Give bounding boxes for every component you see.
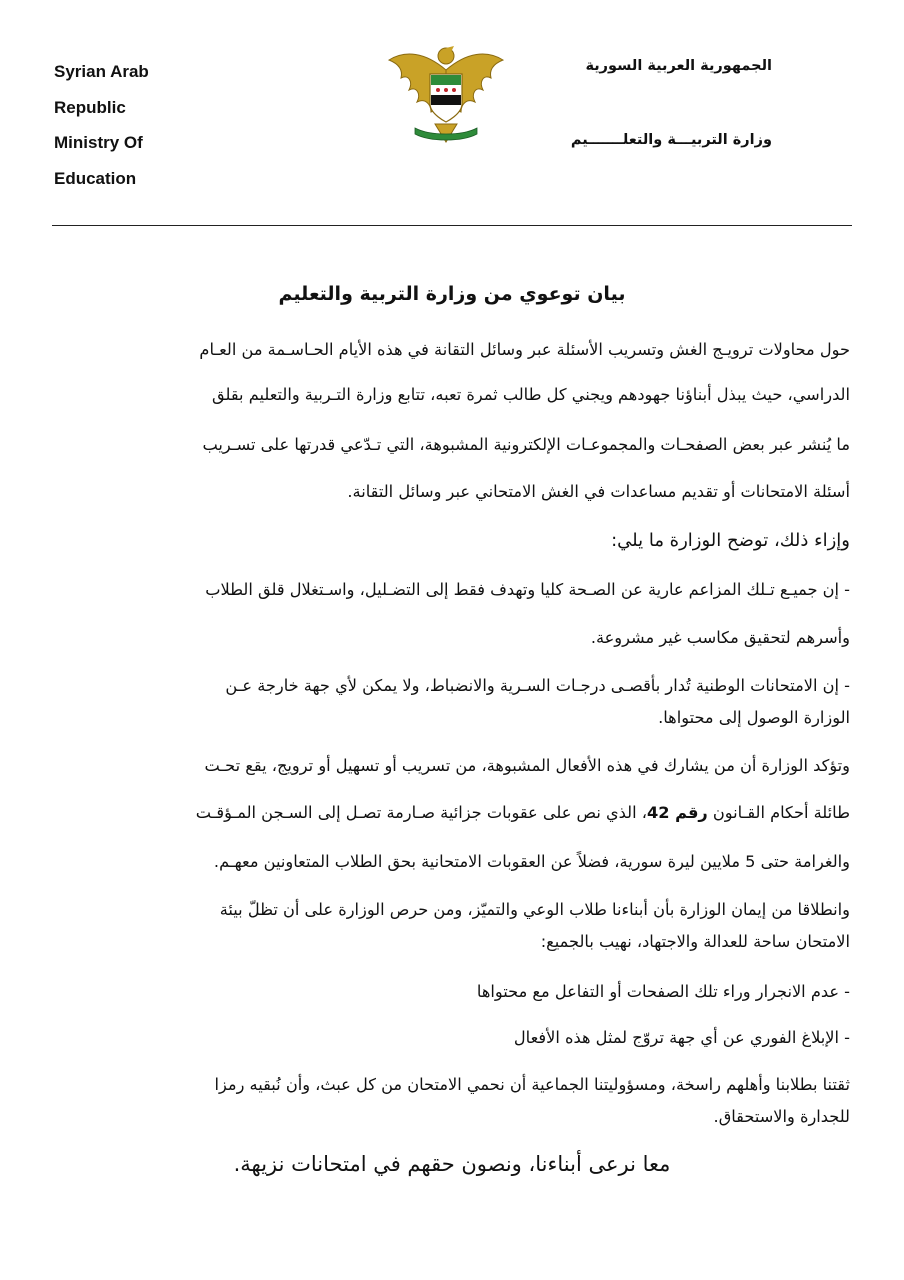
point-1-line: وأسرهم لتحقيق مكاسب غير مشروعة. xyxy=(590,628,850,647)
trust-line: للجدارة والاستحقاق. xyxy=(713,1107,850,1126)
header-en-line: Republic xyxy=(54,97,126,117)
intro-line: حول محاولات ترويـج الغش وتسريب الأسئلة عبر وسائل التقانة في هذه الأيام الحـاسـمة من العـام xyxy=(199,340,850,359)
faith-line: وانطلاقا من إيمان الوزارة بأن أبناءنا طلاب الوعي والتميّز، ومن حرص الوزارة على أن تظلّ بيئة xyxy=(219,900,850,919)
law-line: وتؤكد الوزارة أن من يشارك في هذه الأفعال المشبوهة، من تسريب أو تسهيل أو ترويج، يقع تحـت xyxy=(204,756,850,775)
point-2-line: الوزارة الوصول إلى محتواها. xyxy=(658,708,850,727)
point-2-line: - إن الامتحانات الوطنية تُدار بأقصـى درجـات السـرية والانضباط، ولا يمكن لأي جهة خارجة عـن xyxy=(225,676,850,695)
law-line: والغرامة حتى 5 ملايين ليرة سورية، فضلاً عن العقوبات الامتحانية بحق الطلاب المتعاونين معهـم. xyxy=(213,852,850,871)
header-ar-country: الجمهورية العربية السورية xyxy=(585,58,772,74)
clarify-heading: وإزاء ذلك، توضح الوزارة ما يلي: xyxy=(611,530,850,551)
law-text: طائلة أحكام القـانون xyxy=(707,803,850,822)
faith-line: الامتحان ساحة للعدالة والاجتهاد، نهيب بالجميع: xyxy=(540,932,850,951)
header-english-block xyxy=(54,54,254,196)
intro-line: الدراسي، حيث يبذل أبناؤنا جهودهم ويجني كل طالب ثمرة تعبه، تتابع وزارة التـربية والتعليم بقلق xyxy=(212,385,850,404)
law-text: ، الذي نص على عقوبات جزائية صـارمة تصـل إلى السـجن المـؤقـت xyxy=(195,803,647,822)
syrian-eagle-emblem-icon xyxy=(385,42,507,146)
closing-slogan: معا نرعى أبناءنا، ونصون حقهم في امتحانات نزيهة. xyxy=(233,1152,671,1176)
header-en-line: Education xyxy=(54,168,137,188)
point-1-line: - إن جميـع تـلك المزاعم عارية عن الصـحة كليا وتهدف فقط إلى التضـليل، واسـتغلال قلق الطلاب xyxy=(205,580,850,599)
header-en-line: Syrian Arab xyxy=(54,62,149,81)
header-en-line: Ministry Of xyxy=(54,133,143,152)
ask-1: - عدم الانجرار وراء تلك الصفحات أو التفاعل مع محتواها xyxy=(476,982,850,1001)
intro-line: ما يُنشر عبر بعض الصفحـات والمجموعـات الإلكترونية المشبوهة، التي تـدّعي قدرتها على تسـريب xyxy=(202,435,850,454)
header-divider xyxy=(52,225,852,226)
statement-title: بيان توعوي من وزارة التربية والتعليم xyxy=(278,283,626,305)
header-ar-ministry: وزارة التربيـــة والتعلـــــــيم xyxy=(570,132,772,148)
law-number: رقم 42 xyxy=(646,803,708,822)
law-line xyxy=(54,803,850,822)
ask-2: - الإبلاغ الفوري عن أي جهة تروّج لمثل هذه الأفعال xyxy=(513,1028,850,1047)
intro-line: أسئلة الامتحانات أو تقديم مساعدات في الغش الامتحاني عبر وسائل التقانة. xyxy=(347,482,850,501)
trust-line: ثقتنا بطلابنا وأهلهم راسخة، ومسؤوليتنا الجماعية أن نحمي الامتحان من كل عبث، وأن نُبقيه رمزا xyxy=(214,1075,850,1094)
